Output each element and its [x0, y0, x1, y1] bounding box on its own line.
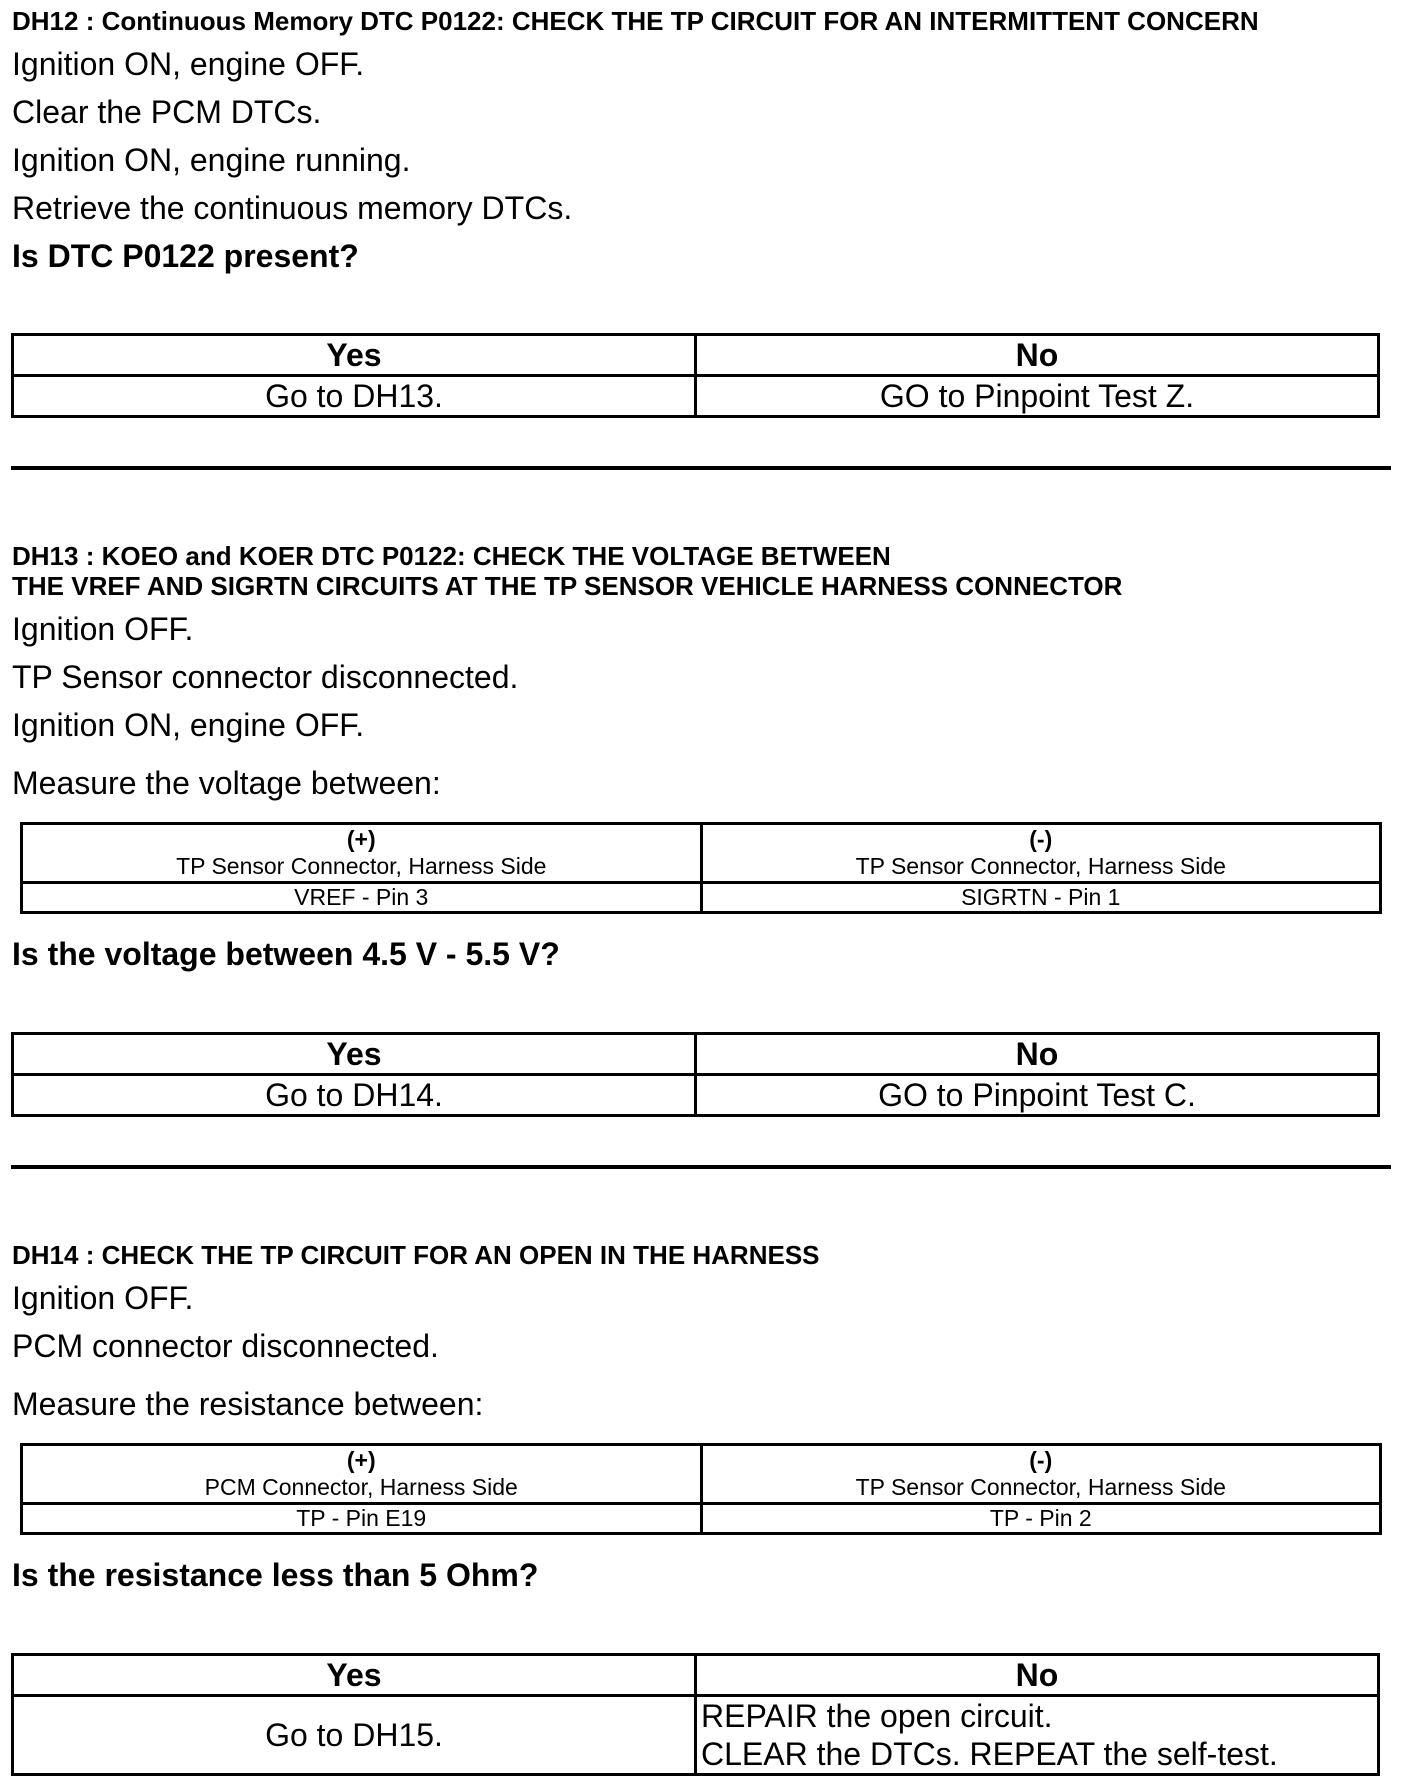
dh14-measure-table — [20, 1443, 1382, 1535]
dh13-neg-sign: (-) — [1029, 826, 1053, 852]
dh13-pos-sign: (+) — [346, 826, 376, 852]
dh12-no-action: GO to Pinpoint Test Z. — [696, 376, 1379, 417]
dh14-pos-label: PCM Connector, Harness Side — [204, 1474, 518, 1500]
dh14-question-block — [12, 1551, 1392, 1599]
dh14-step-1: Ignition OFF. — [12, 1280, 194, 1316]
dh13-pos-pin: VREF - Pin 3 — [22, 883, 702, 913]
dh13-pos-label: TP Sensor Connector, Harness Side — [176, 853, 547, 879]
dh13-no-header: No — [696, 1034, 1379, 1075]
dh12-step-1: Ignition ON, engine OFF. — [12, 46, 365, 82]
dh14-neg-pin: TP - Pin 2 — [701, 1504, 1381, 1534]
dh14-no-action-line-1: REPAIR the open circuit. — [701, 1698, 1053, 1734]
dh14-neg-header — [701, 1445, 1381, 1504]
dh12-section — [12, 6, 1392, 280]
dh13-yes-action: Go to DH14. — [13, 1075, 696, 1116]
dh13-neg-pin: SIGRTN - Pin 1 — [701, 883, 1381, 913]
dh14-measure-label: Measure the resistance between: — [12, 1386, 484, 1422]
dh12-step-3: Ignition ON, engine running. — [12, 142, 411, 178]
dh12-result-table — [11, 333, 1380, 418]
dh14-no-header: No — [696, 1655, 1379, 1696]
dh14-neg-label: TP Sensor Connector, Harness Side — [855, 1474, 1226, 1500]
dh13-measure-label: Measure the voltage between: — [12, 765, 441, 801]
dh14-section — [12, 1240, 1392, 1428]
dh13-measure-table — [20, 822, 1382, 914]
dh14-pos-header — [22, 1445, 702, 1504]
dh12-yes-header: Yes — [13, 335, 696, 376]
dh14-neg-sign: (-) — [1029, 1447, 1053, 1473]
dh14-question: Is the resistance less than 5 Ohm? — [12, 1557, 539, 1593]
dh14-title: DH14 : CHECK THE TP CIRCUIT FOR AN OPEN IN THE HARNESS — [12, 1240, 820, 1270]
dh13-neg-label: TP Sensor Connector, Harness Side — [855, 853, 1226, 879]
dh13-neg-header — [701, 824, 1381, 883]
dh13-question-block — [12, 930, 1392, 978]
dh14-no-action-line-2: CLEAR the DTCs. REPEAT the self-test. — [701, 1736, 1278, 1772]
dh14-step-2: PCM connector disconnected. — [12, 1328, 439, 1364]
dh12-question: Is DTC P0122 present? — [12, 238, 359, 274]
dh12-step-4: Retrieve the continuous memory DTCs. — [12, 190, 573, 226]
dh14-pos-sign: (+) — [346, 1447, 376, 1473]
dh12-title: DH12 : Continuous Memory DTC P0122: CHECK THE TP CIRCUIT FOR AN INTERMITTENT CONCERN — [12, 6, 1259, 36]
dh14-yes-header: Yes — [13, 1655, 696, 1696]
dh14-yes-action: Go to DH15. — [13, 1696, 696, 1775]
dh14-result-table — [11, 1653, 1380, 1776]
dh13-no-action: GO to Pinpoint Test C. — [696, 1075, 1379, 1116]
dh13-pos-header — [22, 824, 702, 883]
dh13-title: DH13 : KOEO and KOER DTC P0122: CHECK THE VOLTAGE BETWEEN THE VREF AND SIGRTN CIRCUITS AT THE TP SENSOR VEHICLE HARNESS CONNECTOR — [12, 541, 1123, 601]
dh13-section — [12, 541, 1392, 807]
dh12-no-header: No — [696, 335, 1379, 376]
dh13-step-3: Ignition ON, engine OFF. — [12, 707, 365, 743]
dh12-yes-action: Go to DH13. — [13, 376, 696, 417]
dh13-step-2: TP Sensor connector disconnected. — [12, 659, 519, 695]
section-divider — [11, 1165, 1391, 1169]
dh13-question: Is the voltage between 4.5 V - 5.5 V? — [12, 936, 560, 972]
dh12-step-2: Clear the PCM DTCs. — [12, 94, 322, 130]
dh14-no-action — [696, 1696, 1379, 1775]
dh14-pos-pin: TP - Pin E19 — [22, 1504, 702, 1534]
dh13-step-1: Ignition OFF. — [12, 611, 194, 647]
section-divider — [11, 466, 1391, 470]
dh13-result-table — [11, 1032, 1380, 1117]
dh13-yes-header: Yes — [13, 1034, 696, 1075]
